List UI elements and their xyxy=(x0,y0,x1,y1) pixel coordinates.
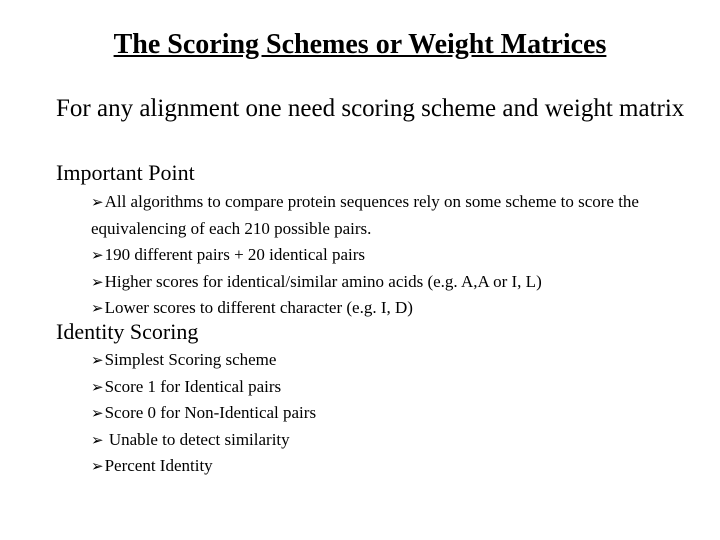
list-item-text: 190 different pairs + 20 identical pairs xyxy=(104,245,365,264)
arrow-bullet-icon: ➢ xyxy=(91,457,104,475)
list-item xyxy=(91,400,691,427)
list-item xyxy=(91,242,691,269)
list-item xyxy=(91,427,691,454)
list-item xyxy=(91,269,691,296)
list-item-text: Lower scores to different character (e.g. I, D) xyxy=(104,298,413,317)
list-item xyxy=(91,347,691,374)
arrow-bullet-icon: ➢ xyxy=(91,377,104,396)
arrow-bullet-icon: ➢ xyxy=(91,299,104,317)
slide-title: The Scoring Schemes or Weight Matrices xyxy=(113,29,607,60)
list-item-text: Simplest Scoring scheme xyxy=(104,350,277,369)
arrow-bullet-icon: ➢ xyxy=(91,193,104,211)
list-item-text: All algorithms to compare protein sequences rely on some scheme to score the equivalencing of each 210 possible pairs. xyxy=(91,192,639,238)
list-item-text: Higher scores for identical/similar amino acids (e.g. A,A or I, L) xyxy=(104,271,542,291)
list-item-text: Score 1 for Identical pairs xyxy=(104,376,282,396)
section-heading-identity-scoring: Identity Scoring xyxy=(56,319,199,344)
list-item xyxy=(91,189,691,242)
arrow-bullet-icon: ➢ xyxy=(91,351,104,369)
list-item-text: Unable to detect similarity xyxy=(104,429,290,449)
list-item xyxy=(91,374,691,401)
list-item-text: Score 0 for Non-Identical pairs xyxy=(104,403,317,422)
arrow-bullet-icon: ➢ xyxy=(91,246,104,264)
bullet-list-important-point xyxy=(91,189,691,322)
section-heading-important-point: Important Point xyxy=(56,160,195,185)
arrow-bullet-icon: ➢ xyxy=(91,272,104,291)
intro-text: For any alignment one need scoring scheme and weight matrix xyxy=(56,95,685,122)
arrow-bullet-icon: ➢ xyxy=(91,404,104,422)
list-item xyxy=(91,453,691,480)
arrow-bullet-icon: ➢ xyxy=(91,430,104,449)
list-item-text: Percent Identity xyxy=(104,456,213,475)
bullet-list-identity-scoring xyxy=(91,347,691,480)
list-item xyxy=(91,295,691,322)
